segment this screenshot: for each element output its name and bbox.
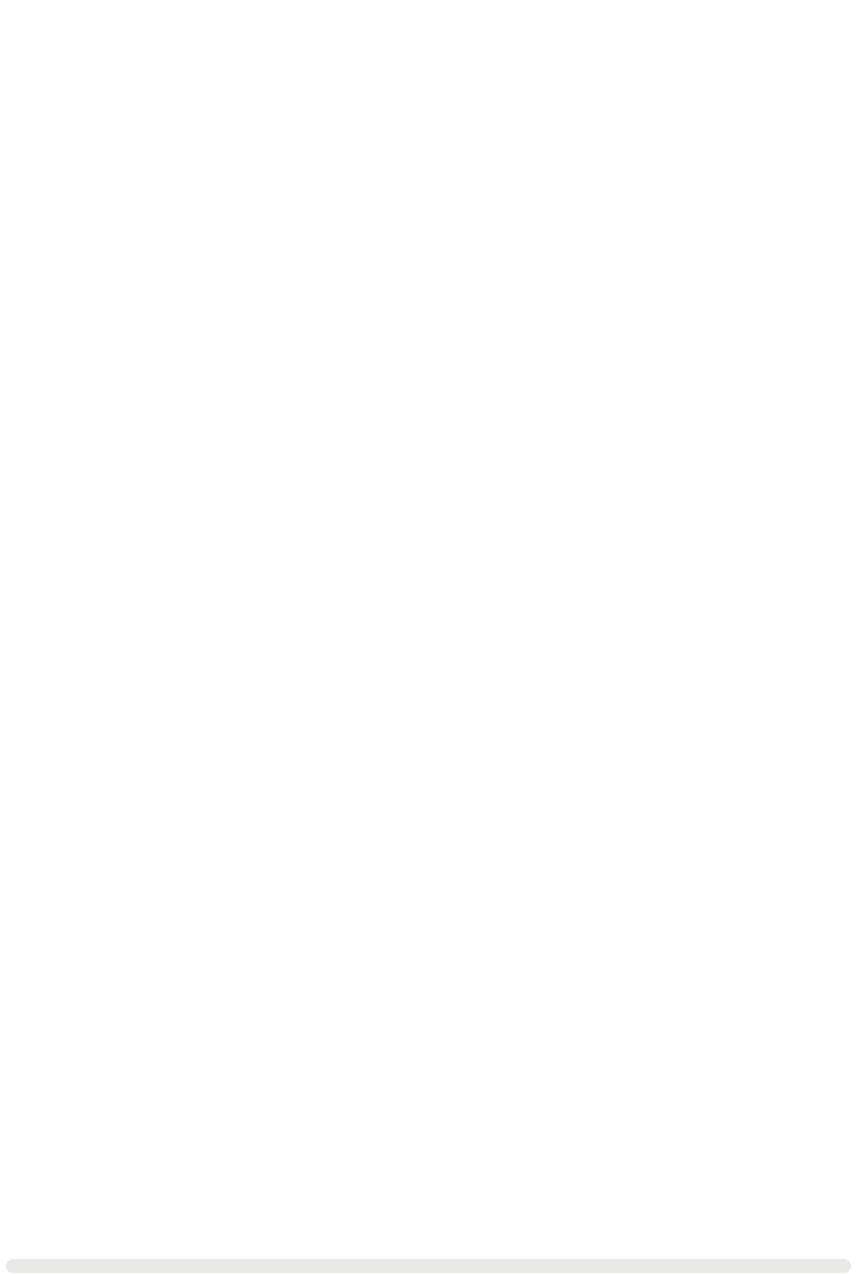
scrollbar-track[interactable] [6, 1259, 851, 1273]
